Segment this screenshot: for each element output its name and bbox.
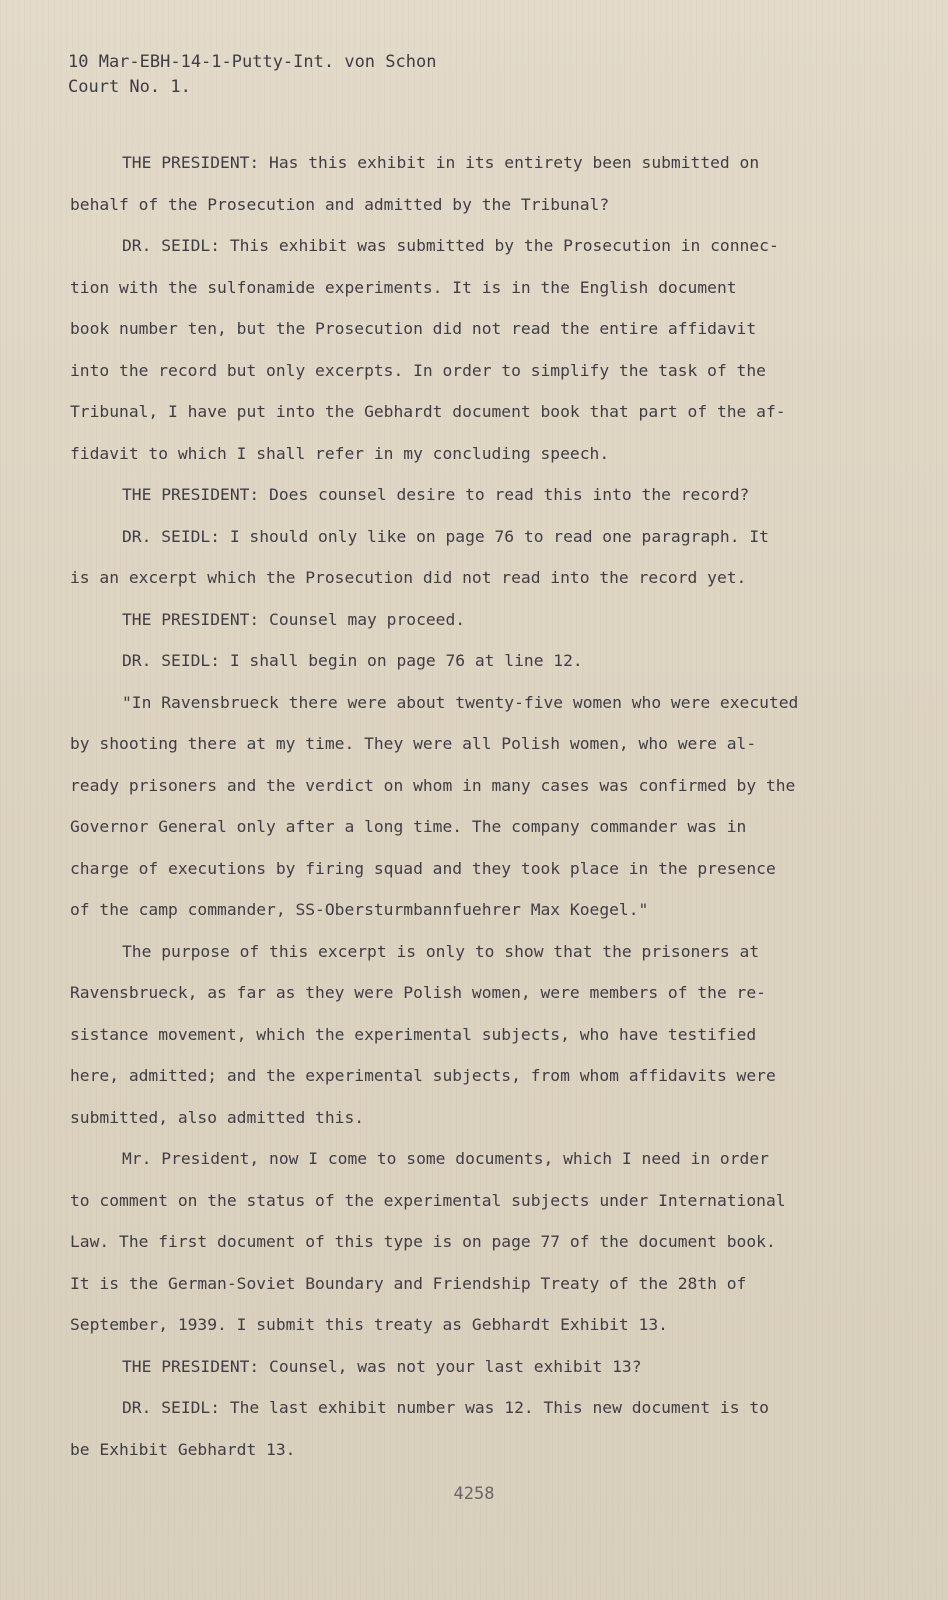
transcript-line: THE PRESIDENT: Does counsel desire to read this into the record? <box>122 485 750 504</box>
transcript-line: into the record but only excerpts. In order to simplify the task of the <box>70 360 766 380</box>
transcript-line: Governor General only after a long time. The company commander was in <box>70 817 747 836</box>
transcript-line: book number ten, but the Prosecution did not read the entire affidavit <box>70 319 757 338</box>
transcript-line: DR. SEIDL: I shall begin on page 76 at line 12. <box>122 651 583 670</box>
transcript-line: DR. SEIDL: This exhibit was submitted by the Prosecution in connec- <box>122 236 779 255</box>
transcript-line: submitted, also admitted this. <box>70 1107 365 1127</box>
document-header <box>68 50 436 100</box>
transcript-line: THE PRESIDENT: Has this exhibit in its entirety been submitted on <box>122 153 760 172</box>
transcript-line: September, 1939. I submit this treaty as Gebhardt Exhibit 13. <box>70 1315 668 1334</box>
transcript-line: ready prisoners and the verdict on whom in many cases was confirmed by the <box>70 775 796 795</box>
transcript-line: DR. SEIDL: I should only like on page 76 to read one paragraph. It <box>122 526 769 546</box>
transcript-line: fidavit to which I shall refer in my concluding speech. <box>70 443 610 463</box>
header-court-line: Court No. 1. <box>68 77 191 97</box>
transcript-line: The purpose of this excerpt is only to show that the prisoners at <box>122 941 760 961</box>
transcript-line: behalf of the Prosecution and admitted by the Tribunal? <box>70 194 610 214</box>
transcript-line: Tribunal, I have put into the Gebhardt document book that part of the af- <box>70 402 786 421</box>
transcript-line: here, admitted; and the experimental subjects, from whom affidavits were <box>70 1066 776 1085</box>
transcript-line: charge of executions by firing squad and they took place in the presence <box>70 858 776 878</box>
page-number: 4258 <box>453 1484 495 1504</box>
transcript-line: is an excerpt which the Prosecution did not read into the record yet. <box>70 568 747 587</box>
transcript-body <box>70 142 850 1470</box>
transcript-line: "In Ravensbrueck there were about twenty-five women who were executed <box>122 692 799 712</box>
transcript-line: THE PRESIDENT: Counsel, was not your last exhibit 13? <box>122 1356 642 1376</box>
transcript-line: by shooting there at my time. They were all Polish women, who were al- <box>70 734 757 753</box>
transcript-line: Ravensbrueck, as far as they were Polish women, were members of the re- <box>70 983 766 1002</box>
transcript-line: It is the German-Soviet Boundary and Friendship Treaty of the 28th of <box>70 1273 747 1293</box>
transcript-line: of the camp commander, SS-Obersturmbannfuehrer Max Koegel." <box>70 900 649 919</box>
transcript-line: sistance movement, which the experimental subjects, who have testified <box>70 1024 757 1044</box>
transcript-line: DR. SEIDL: The last exhibit number was 12. This new document is to <box>122 1398 769 1417</box>
transcript-line: THE PRESIDENT: Counsel may proceed. <box>122 609 466 629</box>
transcript-line: to comment on the status of the experimental subjects under International <box>70 1190 786 1210</box>
transcript-line: Law. The first document of this type is on page 77 of the document book. <box>70 1232 776 1251</box>
transcript-line: Mr. President, now I come to some documents, which I need in order <box>122 1149 769 1168</box>
header-reference-line: 10 Mar-EBH-14-1-Putty-Int. von Schon <box>68 52 437 72</box>
transcript-line: tion with the sulfonamide experiments. It is in the English document <box>70 277 737 297</box>
transcript-line: be Exhibit Gebhardt 13. <box>70 1439 296 1459</box>
